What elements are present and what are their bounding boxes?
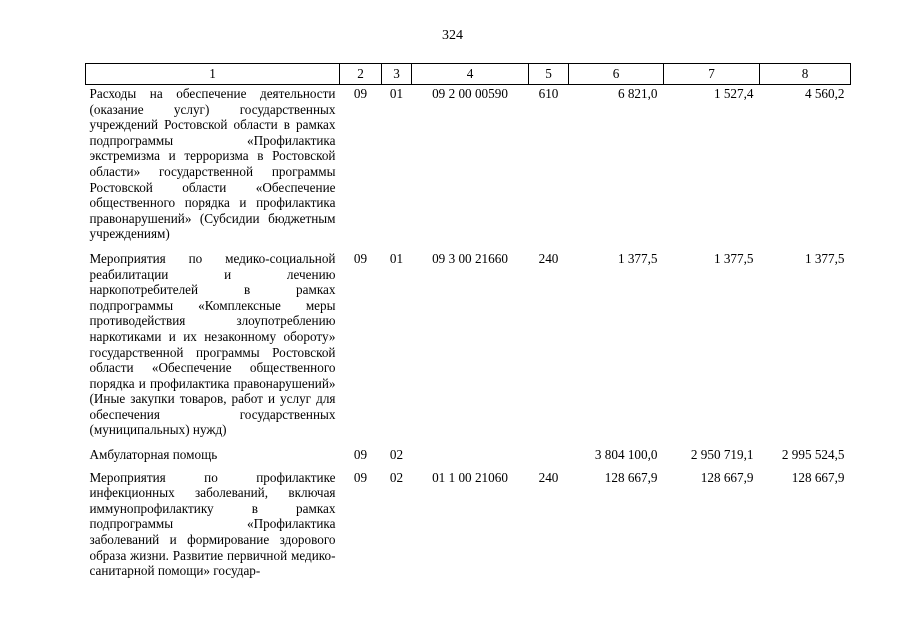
table-body xyxy=(86,85,851,587)
header-col-6: 6 xyxy=(569,64,664,85)
row-amount-2: 2 950 719,1 xyxy=(690,447,754,463)
row-section: 09 xyxy=(353,86,368,101)
row-subsection: 02 xyxy=(389,469,404,485)
row-amount-1: 6 821,0 xyxy=(617,86,658,101)
table-header xyxy=(86,64,851,85)
row-subsection: 02 xyxy=(389,447,404,463)
row-description: Мероприятия по профилактике инфекционных заболеваний, включая иммунопрофилактику в рамках подпрограммы «Профилактика заболеваний и формирование здорового образа жизни. Развитие первичной медико-санитарной помощи» государ- xyxy=(89,469,336,579)
row-amount-1: 3 804 100,0 xyxy=(594,447,658,463)
header-col-8: 8 xyxy=(760,64,851,85)
row-expense-type: 610 xyxy=(538,86,559,101)
header-row xyxy=(86,64,851,85)
header-col-4: 4 xyxy=(412,64,529,85)
header-col-7: 7 xyxy=(664,64,760,85)
row-amount-2: 1 377,5 xyxy=(713,250,754,266)
row-section: 09 xyxy=(353,250,368,266)
row-subsection: 01 xyxy=(389,86,404,101)
row-description: Амбулаторная помощь xyxy=(89,447,218,463)
budget-table xyxy=(85,63,851,587)
row-amount-3: 128 667,9 xyxy=(791,469,845,485)
row-expense-type: 240 xyxy=(538,250,559,266)
row-amount-2: 1 527,4 xyxy=(713,86,754,101)
row-amount-3: 4 560,2 xyxy=(804,86,845,101)
row-amount-2: 128 667,9 xyxy=(700,469,754,485)
header-col-2: 2 xyxy=(340,64,382,85)
row-description: Мероприятия по медико-социальной реабилитации и лечению наркопотребителей в рамках подпрограммы «Комплексные меры противодействия злоупотреблению наркотиками и их незаконному обороту» государственной программы Ростовской области «Обеспечение общественного порядка и профилактика правонарушений» (Иные закупки товаров, работ и услуг для обеспечения государственных (муниципальных) нужд) xyxy=(89,250,336,438)
header-col-5: 5 xyxy=(529,64,569,85)
table-row xyxy=(86,250,851,446)
table-row xyxy=(86,85,851,250)
row-expense-type: 240 xyxy=(538,469,559,485)
row-expense-type xyxy=(529,446,569,469)
page-number: 324 xyxy=(442,28,463,43)
table-row xyxy=(86,469,851,587)
row-target-article: 01 1 00 21060 xyxy=(432,469,508,485)
row-amount-1: 128 667,9 xyxy=(604,469,658,485)
table-row xyxy=(86,446,851,469)
row-section: 09 xyxy=(353,447,368,463)
row-target-article: 09 2 00 00590 xyxy=(432,86,508,101)
row-section: 09 xyxy=(353,469,368,485)
row-target-article: 09 3 00 21660 xyxy=(432,250,508,266)
header-col-1: 1 xyxy=(86,64,340,85)
row-amount-3: 2 995 524,5 xyxy=(781,447,845,463)
row-amount-3: 1 377,5 xyxy=(804,250,845,266)
header-col-3: 3 xyxy=(382,64,412,85)
row-description: Расходы на обеспечение деятельности (оказание услуг) государственных учреждений Ростовской области в рамках подпрограммы «Профилактика экстремизма и терроризма в Ростовской области» государственной программы Ростовской области «Обеспечение общественного порядка и профилактика правонарушений» (Субсидии бюджетным учреждениям) xyxy=(89,86,336,242)
row-amount-1: 1 377,5 xyxy=(617,250,658,266)
row-target-article xyxy=(412,446,529,469)
row-subsection: 01 xyxy=(389,250,404,266)
